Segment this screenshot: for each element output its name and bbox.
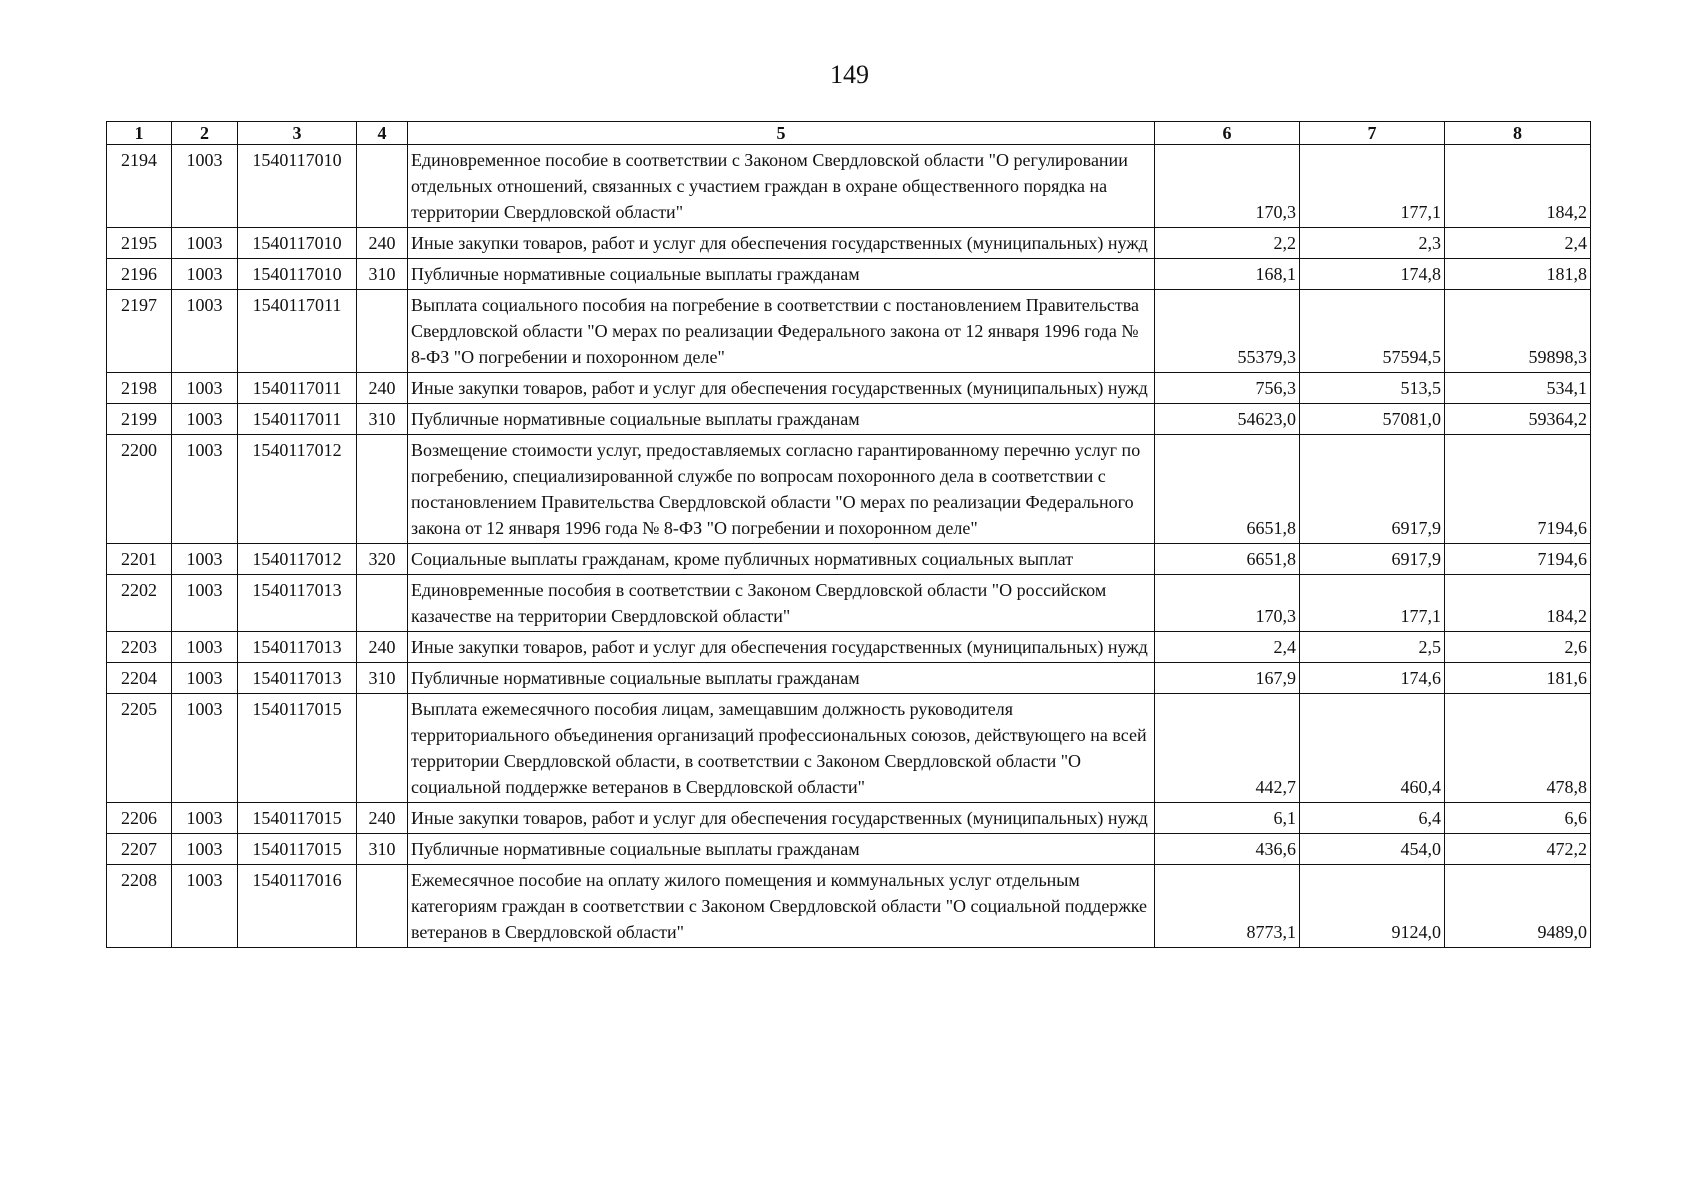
amount-col-7: 174,8 bbox=[1300, 259, 1445, 290]
row-description: Ежемесячное пособие на оплату жилого помещения и коммунальных услуг отдельным категориям граждан в соответствии с Законом Свердловской области "О социальной поддержке ветеранов в Свердловской области" bbox=[408, 865, 1155, 948]
row-number: 2195 bbox=[107, 228, 172, 259]
amount-col-6: 168,1 bbox=[1155, 259, 1300, 290]
amount-col-7: 460,4 bbox=[1300, 694, 1445, 803]
column-header: 7 bbox=[1300, 122, 1445, 145]
amount-col-8: 59364,2 bbox=[1445, 404, 1591, 435]
expense-type-code bbox=[357, 435, 408, 544]
expense-type-code: 320 bbox=[357, 544, 408, 575]
row-number: 2201 bbox=[107, 544, 172, 575]
row-number: 2206 bbox=[107, 803, 172, 834]
expense-type-code: 310 bbox=[357, 834, 408, 865]
target-article-code: 1540117011 bbox=[238, 404, 357, 435]
expense-type-code bbox=[357, 575, 408, 632]
row-description: Выплата социального пособия на погребение в соответствии с постановлением Правительства Свердловской области "О мерах по реализации Федерального закона от 12 января 1996 года № 8-ФЗ "О погребении и похоронном деле" bbox=[408, 290, 1155, 373]
expense-type-code bbox=[357, 694, 408, 803]
section-code: 1003 bbox=[172, 145, 238, 228]
target-article-code: 1540117013 bbox=[238, 575, 357, 632]
target-article-code: 1540117015 bbox=[238, 803, 357, 834]
amount-col-7: 57594,5 bbox=[1300, 290, 1445, 373]
row-description: Единовременные пособия в соответствии с Законом Свердловской области "О российском казачестве на территории Свердловской области" bbox=[408, 575, 1155, 632]
column-header: 8 bbox=[1445, 122, 1591, 145]
row-description: Иные закупки товаров, работ и услуг для обеспечения государственных (муниципальных) нужд bbox=[408, 228, 1155, 259]
row-number: 2203 bbox=[107, 632, 172, 663]
amount-col-8: 6,6 bbox=[1445, 803, 1591, 834]
amount-col-8: 9489,0 bbox=[1445, 865, 1591, 948]
amount-col-6: 55379,3 bbox=[1155, 290, 1300, 373]
table-row bbox=[107, 632, 1591, 663]
amount-col-7: 2,5 bbox=[1300, 632, 1445, 663]
table-row bbox=[107, 694, 1591, 803]
expense-type-code: 310 bbox=[357, 259, 408, 290]
amount-col-6: 6651,8 bbox=[1155, 435, 1300, 544]
column-header: 2 bbox=[172, 122, 238, 145]
table-row bbox=[107, 663, 1591, 694]
budget-table bbox=[106, 121, 1591, 948]
amount-col-7: 6,4 bbox=[1300, 803, 1445, 834]
amount-col-6: 2,4 bbox=[1155, 632, 1300, 663]
amount-col-7: 2,3 bbox=[1300, 228, 1445, 259]
section-code: 1003 bbox=[172, 373, 238, 404]
row-description: Выплата ежемесячного пособия лицам, замещавшим должность руководителя территориального объединения организаций профессиональных союзов, действующего на всей территории Свердловской области, в соответствии с Законом Свердловской области "О социальной поддержке ветеранов в Свердловской области" bbox=[408, 694, 1155, 803]
table-row bbox=[107, 575, 1591, 632]
section-code: 1003 bbox=[172, 259, 238, 290]
expense-type-code bbox=[357, 865, 408, 948]
column-header: 6 bbox=[1155, 122, 1300, 145]
amount-col-7: 177,1 bbox=[1300, 145, 1445, 228]
target-article-code: 1540117012 bbox=[238, 435, 357, 544]
amount-col-8: 59898,3 bbox=[1445, 290, 1591, 373]
section-code: 1003 bbox=[172, 290, 238, 373]
amount-col-7: 177,1 bbox=[1300, 575, 1445, 632]
row-number: 2207 bbox=[107, 834, 172, 865]
row-description: Публичные нормативные социальные выплаты гражданам bbox=[408, 259, 1155, 290]
section-code: 1003 bbox=[172, 834, 238, 865]
row-description: Единовременное пособие в соответствии с Законом Свердловской области "О регулировании отдельных отношений, связанных с участием граждан в охране общественного порядка на территории Свердловской области" bbox=[408, 145, 1155, 228]
section-code: 1003 bbox=[172, 865, 238, 948]
target-article-code: 1540117011 bbox=[238, 290, 357, 373]
table-row bbox=[107, 373, 1591, 404]
amount-col-8: 2,6 bbox=[1445, 632, 1591, 663]
section-code: 1003 bbox=[172, 663, 238, 694]
header-row bbox=[107, 122, 1591, 145]
column-header: 3 bbox=[238, 122, 357, 145]
table-row bbox=[107, 435, 1591, 544]
table-row bbox=[107, 145, 1591, 228]
amount-col-6: 8773,1 bbox=[1155, 865, 1300, 948]
table-row bbox=[107, 803, 1591, 834]
table-row bbox=[107, 544, 1591, 575]
amount-col-7: 6917,9 bbox=[1300, 544, 1445, 575]
amount-col-8: 184,2 bbox=[1445, 575, 1591, 632]
amount-col-6: 2,2 bbox=[1155, 228, 1300, 259]
section-code: 1003 bbox=[172, 803, 238, 834]
table-row bbox=[107, 865, 1591, 948]
amount-col-8: 534,1 bbox=[1445, 373, 1591, 404]
section-code: 1003 bbox=[172, 632, 238, 663]
row-number: 2197 bbox=[107, 290, 172, 373]
table-row bbox=[107, 290, 1591, 373]
target-article-code: 1540117013 bbox=[238, 632, 357, 663]
row-number: 2199 bbox=[107, 404, 172, 435]
amount-col-8: 7194,6 bbox=[1445, 435, 1591, 544]
row-description: Публичные нормативные социальные выплаты гражданам bbox=[408, 663, 1155, 694]
expense-type-code bbox=[357, 145, 408, 228]
target-article-code: 1540117015 bbox=[238, 694, 357, 803]
target-article-code: 1540117010 bbox=[238, 259, 357, 290]
amount-col-7: 174,6 bbox=[1300, 663, 1445, 694]
amount-col-8: 181,6 bbox=[1445, 663, 1591, 694]
amount-col-7: 9124,0 bbox=[1300, 865, 1445, 948]
row-number: 2194 bbox=[107, 145, 172, 228]
expense-type-code: 240 bbox=[357, 228, 408, 259]
amount-col-6: 167,9 bbox=[1155, 663, 1300, 694]
amount-col-7: 513,5 bbox=[1300, 373, 1445, 404]
amount-col-7: 6917,9 bbox=[1300, 435, 1445, 544]
expense-type-code: 310 bbox=[357, 404, 408, 435]
row-number: 2200 bbox=[107, 435, 172, 544]
row-description: Возмещение стоимости услуг, предоставляемых согласно гарантированному перечню услуг по погребению, специализированной службе по вопросам похоронного дела в соответствии с постановлением Правительства Свердловской области "О мерах по реализации Федерального закона от 12 января 1996 года № 8-ФЗ "О погребении и похоронном деле" bbox=[408, 435, 1155, 544]
table-row bbox=[107, 259, 1591, 290]
row-description: Публичные нормативные социальные выплаты гражданам bbox=[408, 834, 1155, 865]
amount-col-7: 454,0 bbox=[1300, 834, 1445, 865]
amount-col-8: 478,8 bbox=[1445, 694, 1591, 803]
amount-col-6: 436,6 bbox=[1155, 834, 1300, 865]
amount-col-6: 170,3 bbox=[1155, 575, 1300, 632]
table-row bbox=[107, 228, 1591, 259]
amount-col-8: 184,2 bbox=[1445, 145, 1591, 228]
amount-col-8: 2,4 bbox=[1445, 228, 1591, 259]
row-description: Публичные нормативные социальные выплаты гражданам bbox=[408, 404, 1155, 435]
amount-col-8: 472,2 bbox=[1445, 834, 1591, 865]
column-header: 1 bbox=[107, 122, 172, 145]
amount-col-7: 57081,0 bbox=[1300, 404, 1445, 435]
page-number: 149 bbox=[830, 60, 869, 89]
row-description: Иные закупки товаров, работ и услуг для обеспечения государственных (муниципальных) нужд bbox=[408, 632, 1155, 663]
row-number: 2196 bbox=[107, 259, 172, 290]
expense-type-code: 240 bbox=[357, 632, 408, 663]
target-article-code: 1540117015 bbox=[238, 834, 357, 865]
row-description: Социальные выплаты гражданам, кроме публичных нормативных социальных выплат bbox=[408, 544, 1155, 575]
section-code: 1003 bbox=[172, 404, 238, 435]
expense-type-code: 240 bbox=[357, 803, 408, 834]
expense-type-code bbox=[357, 290, 408, 373]
target-article-code: 1540117010 bbox=[238, 145, 357, 228]
amount-col-6: 54623,0 bbox=[1155, 404, 1300, 435]
table-row bbox=[107, 404, 1591, 435]
target-article-code: 1540117016 bbox=[238, 865, 357, 948]
amount-col-6: 170,3 bbox=[1155, 145, 1300, 228]
amount-col-6: 6,1 bbox=[1155, 803, 1300, 834]
expense-type-code: 240 bbox=[357, 373, 408, 404]
target-article-code: 1540117013 bbox=[238, 663, 357, 694]
expense-type-code: 310 bbox=[357, 663, 408, 694]
amount-col-8: 181,8 bbox=[1445, 259, 1591, 290]
column-header: 4 bbox=[357, 122, 408, 145]
section-code: 1003 bbox=[172, 228, 238, 259]
row-description: Иные закупки товаров, работ и услуг для обеспечения государственных (муниципальных) нужд bbox=[408, 373, 1155, 404]
section-code: 1003 bbox=[172, 544, 238, 575]
table-row bbox=[107, 834, 1591, 865]
section-code: 1003 bbox=[172, 435, 238, 544]
target-article-code: 1540117010 bbox=[238, 228, 357, 259]
row-number: 2198 bbox=[107, 373, 172, 404]
row-description: Иные закупки товаров, работ и услуг для обеспечения государственных (муниципальных) нужд bbox=[408, 803, 1155, 834]
row-number: 2204 bbox=[107, 663, 172, 694]
amount-col-6: 442,7 bbox=[1155, 694, 1300, 803]
target-article-code: 1540117011 bbox=[238, 373, 357, 404]
section-code: 1003 bbox=[172, 575, 238, 632]
amount-col-6: 6651,8 bbox=[1155, 544, 1300, 575]
amount-col-6: 756,3 bbox=[1155, 373, 1300, 404]
section-code: 1003 bbox=[172, 694, 238, 803]
column-header: 5 bbox=[408, 122, 1155, 145]
row-number: 2202 bbox=[107, 575, 172, 632]
row-number: 2208 bbox=[107, 865, 172, 948]
row-number: 2205 bbox=[107, 694, 172, 803]
amount-col-8: 7194,6 bbox=[1445, 544, 1591, 575]
target-article-code: 1540117012 bbox=[238, 544, 357, 575]
